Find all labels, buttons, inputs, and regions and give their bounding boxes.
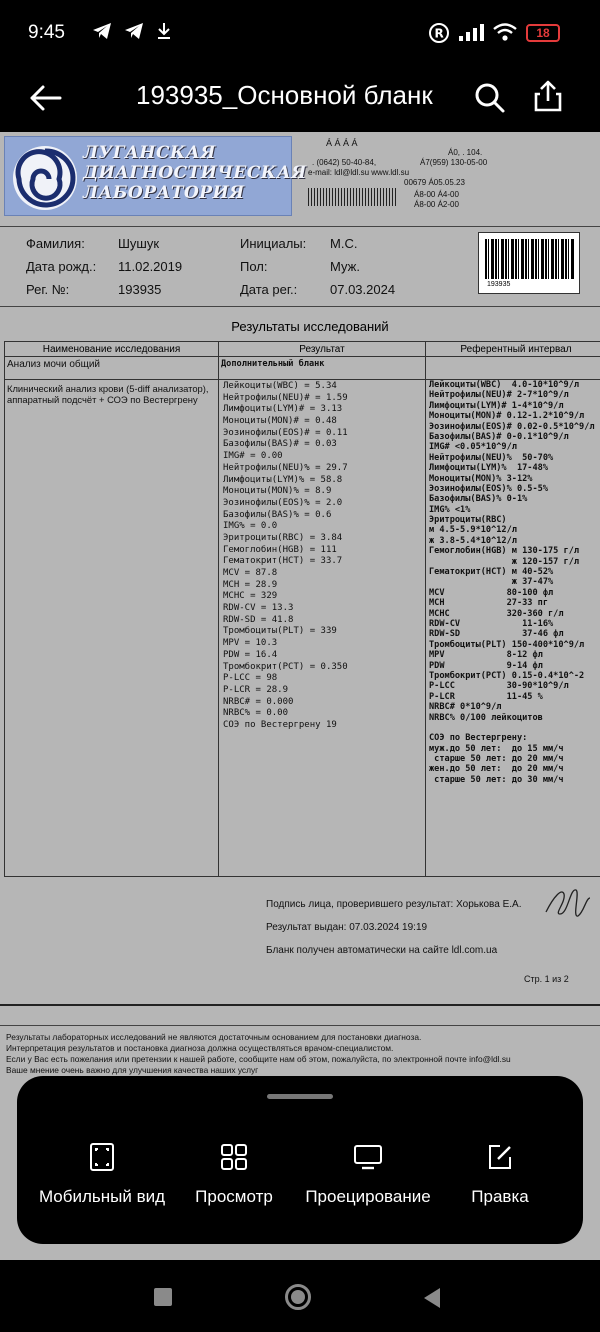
reference-value: PDW 9-14 фл: [429, 660, 543, 671]
reference-value: [429, 723, 595, 733]
result-value: Моноциты(MON)% = 8.9: [223, 486, 332, 497]
result-value: Гемоглобин(HGB) = 111: [223, 544, 337, 555]
seal-pattern: [308, 188, 398, 206]
divider: [0, 226, 600, 227]
view-button[interactable]: Просмотр: [169, 1142, 299, 1208]
registration-number: 193935: [118, 282, 162, 297]
reference-value: Эозинофилы(EOS)% 0.5-5%: [429, 483, 548, 494]
mobile-view-button[interactable]: Мобильный вид: [37, 1142, 167, 1208]
reference-value: Тромбоциты(PLT) 150-400*10^9/л: [429, 639, 585, 650]
table-header: Результат: [299, 344, 345, 355]
patient-dob: 11.02.2019: [118, 259, 183, 274]
table-cell: Клинический анализ крови (5-diff анализатор), аппаратный подсчёт + СОЭ по Вестергрену: [7, 383, 209, 405]
result-value: RDW-CV = 13.3: [223, 603, 294, 614]
divider: [0, 306, 600, 307]
back-arrow-icon[interactable]: [26, 78, 66, 118]
result-value: MCHC = 329: [223, 591, 278, 602]
reference-value: Эритроциты(RBC): [429, 515, 507, 526]
reference-value: Нейтрофилы(NEU)# 2-7*10^9/л: [429, 390, 569, 401]
result-value: PDW = 16.4: [223, 649, 278, 660]
reference-value: Лейкоциты(WBC) 4.0-10*10^9/л: [429, 380, 580, 390]
table-cell: Анализ мочи общий: [7, 359, 101, 370]
svg-text:R: R: [434, 26, 444, 41]
telegram-icon: [124, 22, 144, 45]
reference-value: Тромбокрит(PCT) 0.15-0.4*10^-2: [429, 670, 585, 681]
table-header: Референтный интервал: [460, 344, 572, 355]
status-bar: [0, 0, 600, 68]
share-icon[interactable]: [528, 76, 568, 116]
result-value: Нейтрофилы(NEU)% = 29.7: [223, 462, 348, 473]
reference-value: MCV 80-100 фл: [429, 587, 554, 598]
result-value: P-LCC = 98: [223, 673, 278, 684]
sheet-handle[interactable]: [267, 1094, 333, 1099]
reference-value: муж.до 50 лет: до 15 мм/ч: [429, 743, 564, 754]
checked-by: Подпись лица, проверившего результат: Хорькова Е.А.: [266, 899, 522, 910]
reference-column: [429, 380, 595, 785]
table-header: Наименование исследования: [42, 344, 181, 355]
result-value: MPV = 10.3: [223, 638, 278, 649]
result-value: Эозинофилы(EOS)# = 0.11: [223, 427, 348, 438]
page-number: Стр. 1 из 2: [524, 974, 569, 984]
reference-value: IMG% <1%: [429, 504, 471, 515]
result-value: Гематокрит(HCT) = 33.7: [223, 556, 343, 567]
result-value: Эритроциты(RBC) = 3.84: [223, 532, 343, 543]
reference-value: ж 37-47%: [429, 577, 554, 588]
reference-value: NRBC# 0*10^9/л: [429, 702, 502, 713]
wifi-icon: [492, 22, 518, 47]
registered-icon: [428, 22, 450, 49]
lab-logo: [4, 136, 307, 216]
recents-icon[interactable]: [154, 1288, 172, 1306]
reference-value: Базофилы(BAS)% 0-1%: [429, 494, 528, 505]
telegram-icon: [92, 22, 112, 45]
result-value: IMG% = 0.0: [223, 521, 278, 532]
battery-indicator: 18: [526, 24, 560, 42]
grid-icon: [219, 1142, 249, 1172]
signature-mark: [540, 878, 592, 924]
reference-value: СОЭ по Вестергрену:: [429, 733, 528, 744]
reference-value: Лимфоциты(LYM)% 17-48%: [429, 463, 548, 474]
reference-value: P-LCC 30-90*10^9/л: [429, 681, 569, 692]
reference-value: старше 50 лет: до 20 мм/ч: [429, 754, 564, 765]
reference-value: Моноциты(MON)% 3-12%: [429, 473, 533, 484]
projection-button[interactable]: Проецирование: [303, 1142, 433, 1208]
reference-value: Гемоглобин(HGB) м 130-175 г/л: [429, 546, 580, 557]
result-value: Тромбокрит(PCT) = 0.350: [223, 661, 348, 672]
reference-value: NRBC% 0/100 лейкоцитов: [429, 712, 543, 723]
disclaimer: Результаты лабораторных исследований не являются достаточным основанием для постановки диагноза. Интерпретация результатов и постановка диагноза должна осуществляться врачом-специалистом. Если у Вас есть пожелания или претензии к нашей работе, сообщите нам об этом, пожалуйста, по электронной почте info@ldl.su Ваше мнение очень важно для улучшения качества наших услуг: [6, 1032, 511, 1075]
bottom-action-sheet: [17, 1076, 583, 1244]
result-value: Тромбоциты(PLT) = 339: [223, 626, 337, 637]
fullscreen-icon: [87, 1142, 117, 1172]
results-column: [223, 380, 348, 731]
reference-value: ж 120-157 г/л: [429, 556, 580, 567]
reference-value: RDW-CV 11-16%: [429, 618, 554, 629]
signal-icon: [458, 22, 486, 47]
app-bar: [0, 68, 600, 132]
result-value: MCH = 28.9: [223, 579, 278, 590]
reference-value: Базофилы(BAS)# 0-0.1*10^9/л: [429, 431, 569, 442]
edit-button[interactable]: Правка: [435, 1142, 565, 1208]
reference-value: Эозинофилы(EOS)# 0.02-0.5*10^9/л: [429, 421, 595, 432]
logo-swirl-icon: [9, 143, 81, 213]
result-value: Базофилы(BAS)% = 0.6: [223, 509, 332, 520]
home-icon[interactable]: [285, 1284, 311, 1310]
divider: [0, 1025, 600, 1026]
patient-initials: М.С.: [330, 236, 358, 251]
document-title: 193935_Основной бланк: [136, 80, 433, 110]
document-page[interactable]: ЛУГАНСКАЯ ДИАГНОСТИЧЕСКАЯ ЛАБОРАТОРИЯ Á Á Á Á Á0, . 104. . (0642) 50-40-84, Á7(959) 130-05-00 e-mail: ldl@ldl.su www.ldl.su 00679 Á05.05.23 Á8-00 Á4-00 Á8-00 Á2-00 Фамилия: Шушук Инициалы: М.С. Дата рожд.: 11.02.2019 Пол: Муж. Рег. №: 193935 Дата рег.: 07.03.2024 193935 Результаты исследований Наименование исследования Результат Референтный интервал Анализ мочи общий Дополнительный бланк Клинический анализ крови (5-diff анализатор), аппаратный подсчёт + СОЭ по Вестергрену Лейкоциты(WBC) = 5.34 Нейтрофилы(NEU)# = 1.59 Лимфоциты(LYM)# = 3.13 Моноциты(MON)# = 0.48 Эозинофилы(EOS)# = 0.11 Базофилы(BAS)# = 0.03 IMG# = 0.00 Нейтрофилы(NEU)% = 29.7 Лимфоциты(LYM)% = 58.8 Моноциты(MON)% = 8.9 Эозинофилы(EOS)% = 2.0 Базофилы(BAS)% = 0.6 IMG% = 0.0 Эритроциты(RBC) = 3.84 Гемоглобин(HGB) = 111 Гематокрит(HCT) = 33.7 MCV = 87.8 MCH = 28.9 MCHC = 329 RDW-CV = 13.3 RDW-SD = 41.8 Тромбоциты(PLT) = 339 MPV = 10.3 PDW = 16.4 Тромбокрит(PCT) = 0.350 P-LCC = 98 P-LCR = 28.9 NRBC# = 0.000 NRBC% = 0.00 СОЭ по Вестергрену 19 Лейкоциты(WBC) 4.0-10*10^9/л Нейтрофилы(NEU)# 2-7*10^9/л Лимфоциты(LYM)# 1-4*10^9/л Моноциты(MON)# 0.12-1.2*10^9/л Эозинофилы(EOS)# 0.02-0.5*10^9/л Базофилы(BAS)# 0-0.1*10^9/л IMG# <0.05*10^9/л Нейтрофилы(NEU)% 50-70% Лимфоциты(LYM)% 17-48% Моноциты(MON)% 3-12% Эозинофилы(EOS)% 0.5-5% Базофилы(BAS)% 0-1% IMG% <1% Эритроциты(RBC) м 4.5-5.9*10^12/л ж 3.8-5.4*10^12/л Гемоглобин(HGB) м 130-175 г/л ж 120-157 г/л Гематокрит(HCT) м 40-52% ж 37-47% MCV 80-100 фл MCH 27-33 пг MCHC 320-360 г/л RDW-CV 11-16% RDW-SD 37-46 фл Тромбоциты(PLT) 150-400*10^9/л MPV 8-12 фл PDW 9-14 фл Тромбокрит(PCT) 0.15-0.4*10^-2 P-LCC 30-90*10^9/л P-LCR 11-45 % NRBC# 0*10^9/л NRBC% 0/100 лейкоцитов СОЭ по Вестергрену: муж.до 50 лет: до 15 мм/ч старше 50 лет: до 20 мм/ч жен.до 50 лет: до 20 мм/ч старше 50 лет: до 30 мм/ч Подпись лица, проверившего результат: Хорькова Е.А. Результат выдан: 07.03.2024 19:19 Бланк получен автоматически на сайте ldl.com.ua Стр. 1 из 2 Результаты лабораторных исследований не являются достаточным основанием для постановки диагноза. Интерпретация результатов и постановка диагноза должна осуществляться врачом-специалистом. Если у Вас есть пожелания или претензии к нашей работе, сообщите нам об этом, пожалуйста, по электронной почте info@ldl.su Ваше мнение очень важно для улучшения качества наших услуг: [0, 132, 600, 1260]
reference-value: RDW-SD 37-46 фл: [429, 629, 564, 640]
reference-value: старше 50 лет: до 30 мм/ч: [429, 774, 564, 785]
issued-date: Результат выдан: 07.03.2024 19:19: [266, 922, 428, 933]
barcode: 193935: [478, 232, 580, 294]
reference-value: жен.до 50 лет: до 20 мм/ч: [429, 764, 564, 775]
reference-value: MCH 27-33 пг: [429, 598, 548, 609]
reference-value: MCHC 320-360 г/л: [429, 608, 564, 619]
lab-name: ЛУГАНСКАЯ ДИАГНОСТИЧЕСКАЯ ЛАБОРАТОРИЯ: [83, 143, 307, 203]
result-value: Нейтрофилы(NEU)# = 1.59: [223, 392, 348, 403]
reference-value: м 4.5-5.9*10^12/л: [429, 525, 517, 536]
status-time: 9:45: [28, 22, 65, 43]
reference-value: ж 3.8-5.4*10^12/л: [429, 535, 517, 546]
result-value: RDW-SD = 41.8: [223, 614, 294, 625]
result-value: NRBC% = 0.00: [223, 708, 289, 719]
reference-value: Гематокрит(HCT) м 40-52%: [429, 567, 554, 578]
patient-sex: Муж.: [330, 259, 360, 274]
page-break: [0, 1004, 600, 1006]
result-value: СОЭ по Вестергрену 19: [223, 719, 337, 730]
reference-value: Нейтрофилы(NEU)% 50-70%: [429, 452, 554, 463]
result-value: Эозинофилы(EOS)% = 2.0: [223, 497, 343, 508]
monitor-icon: [353, 1142, 383, 1172]
results-table: [4, 341, 600, 877]
result-value: MCV = 87.8: [223, 568, 278, 578]
result-value: Лейкоциты(WBC) = 5.34: [223, 381, 337, 391]
result-value: Базофилы(BAS)# = 0.03: [223, 439, 337, 450]
result-value: IMG# = 0.00: [223, 451, 283, 462]
result-value: P-LCR = 28.9: [223, 684, 289, 695]
back-icon[interactable]: [424, 1288, 440, 1308]
result-value: NRBC# = 0.000: [223, 696, 294, 707]
reference-value: MPV 8-12 фл: [429, 650, 543, 661]
edit-icon: [485, 1142, 515, 1172]
system-nav-bar: [0, 1260, 600, 1332]
result-value: Лимфоциты(LYM)# = 3.13: [223, 404, 343, 415]
registration-date: 07.03.2024: [330, 282, 396, 297]
search-icon[interactable]: [470, 78, 510, 118]
download-icon: [156, 22, 172, 45]
reference-value: IMG# <0.05*10^9/л: [429, 442, 517, 453]
reference-value: Моноциты(MON)# 0.12-1.2*10^9/л: [429, 411, 585, 422]
reference-value: Лимфоциты(LYM)# 1-4*10^9/л: [429, 400, 564, 411]
received-note: Бланк получен автоматически на сайте ldl.com.ua: [266, 945, 498, 956]
results-title: Результаты исследований: [231, 319, 389, 334]
result-value: Моноциты(MON)# = 0.48: [223, 416, 337, 427]
patient-surname: Шушук: [118, 236, 160, 251]
reference-value: P-LCR 11-45 %: [429, 691, 543, 702]
table-cell: Дополнительный бланк: [221, 359, 325, 369]
result-value: Лимфоциты(LYM)% = 58.8: [223, 474, 343, 485]
